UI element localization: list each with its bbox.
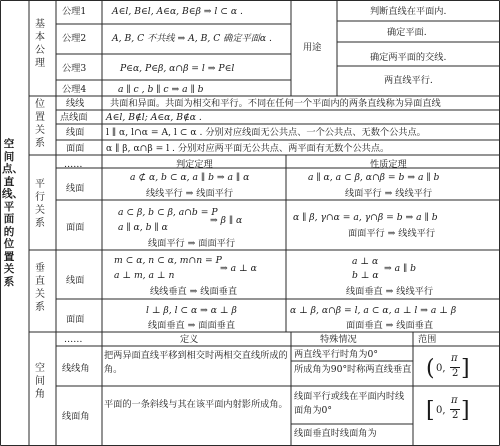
- pos-line-line-content: 共面和异面。共面为相交和平行。不同在任何一个平面内的两条直线称为异面直线: [110, 98, 441, 109]
- property-theorem-header: 性质定理: [370, 159, 407, 170]
- angle-lp-range-lower: 0,: [436, 405, 446, 416]
- axiom-4-content: a ∥ c , b ∥ c ⇒ a ∥ b: [118, 84, 204, 95]
- par-pp-judge-result: ⇒ β ∥ α: [210, 215, 243, 226]
- par-pp-prop-text: 面面平行 ⇒ 线线平行: [348, 228, 436, 239]
- pos-plane-plane-name: 面面: [66, 143, 85, 154]
- angle-lp-range-num: π: [451, 395, 458, 406]
- pos-point-name: 点线面: [60, 112, 88, 123]
- perpendicular-section-label: 垂直关系: [35, 263, 45, 313]
- axioms-section-label: 基本公理: [35, 19, 45, 69]
- theorem-header-dots: ……: [64, 159, 83, 170]
- perp-lp-judge-formula-2: a ⊥ m, a ⊥ n: [114, 270, 175, 281]
- par-pp-judge-formula-2: a ∥ α, b ∥ α: [118, 222, 168, 233]
- angles-header-dots: ……: [64, 334, 83, 345]
- angle-ll-range-den: 2: [452, 368, 459, 379]
- pos-line-plane-name: 线面: [66, 127, 85, 138]
- angles-header-range: 范围: [418, 334, 437, 345]
- par-lp-judge-text: 线线平行 ⇒ 线面平行: [146, 188, 234, 199]
- axiom-2-content: A, B, C 不共线 ⇒ A, B, C 确定平面α .: [112, 33, 272, 44]
- angle-ll-range-num: π: [451, 353, 458, 364]
- angles-header-special: 特殊情况: [320, 334, 357, 345]
- angle-ll-range-close: ]: [461, 356, 470, 381]
- angle-lp-range-close: ]: [461, 398, 470, 423]
- angle-lp-range-den: 2: [452, 410, 459, 421]
- positions-section-label: 位置关系: [35, 99, 45, 149]
- axiom-4-name: 公理4: [62, 84, 87, 95]
- axiom-3-content: P∈α, P∈β, α∩β = l ⇒ P∈l: [120, 63, 235, 74]
- angle-ll-range-open: (: [426, 356, 435, 381]
- perp-lp-judge-result: ⇒ a ⊥ α: [220, 263, 257, 274]
- pos-point-content: A∈l, B∉l; A∈α, B∉α .: [106, 112, 202, 123]
- axiom-3-use: 确定两平面的交线.: [370, 52, 447, 63]
- axiom-2-name: 公理2: [62, 33, 87, 44]
- axiom-2-use: 确定平面.: [387, 27, 427, 38]
- par-pp-prop-formula: α ∥ β, γ∩α = a, γ∩β = b ⇒ a ∥ b: [293, 212, 438, 223]
- chapter-title: 空间点、直线、平面的位置关系: [2, 138, 23, 288]
- perp-pp-judge-formula: l ⊥ β, l ⊂ α ⇒ α ⊥ β: [146, 305, 237, 316]
- parallel-section-label: 平行关系: [35, 179, 45, 229]
- par-plane-plane-name: 面面: [66, 222, 85, 233]
- angle-ll-special-1: 两直线平行时角为0°: [294, 349, 378, 360]
- purpose-label: 用途: [303, 42, 322, 53]
- angle-lp-definition: 平面的一条斜线与其在该平面内射影所成角。: [104, 399, 288, 410]
- axiom-3-name: 公理3: [62, 63, 87, 74]
- par-pp-judge-text: 线面平行 ⇒ 面面平行: [148, 238, 236, 249]
- perp-pp-prop-formula: α ⊥ β, α∩β = l, a ⊂ α, a ⊥ l ⇒ a ⊥ β: [290, 305, 457, 316]
- pos-plane-plane-content: α ∥ β, α∩β = l . 分别对应两平面无公共点、两平面有无数个公共点。: [106, 143, 390, 154]
- angle-ll-definition: 把两异面直线平移到相交时两相交直线所成的角。: [104, 350, 288, 375]
- perp-plane-plane-name: 面面: [66, 314, 85, 325]
- angle-line-line-name: 线线角: [62, 363, 90, 374]
- perp-lp-prop-formula-2: b ⊥ α: [352, 270, 379, 281]
- angle-line-plane-name: 线面角: [62, 411, 90, 422]
- perp-lp-prop-text: 线面垂直 ⇒ 线线平行: [346, 286, 434, 297]
- angle-lp-range-open: [: [426, 398, 435, 423]
- par-lp-prop-formula: a ∥ α, a ⊂ β, α∩β = b ⇒ a ∥ b: [308, 172, 440, 183]
- par-pp-judge-formula-1: a ⊂ β, b ⊂ β, a∩b = P: [118, 207, 218, 218]
- perp-lp-prop-formula-1: a ⊥ α: [352, 256, 379, 267]
- perp-line-plane-name: 线面: [66, 275, 85, 286]
- angle-ll-special-2: 所成角为90°时称两直线垂直: [294, 364, 412, 375]
- par-line-plane-name: 线面: [66, 183, 85, 194]
- angles-header-definition: 定义: [180, 334, 199, 345]
- angle-lp-special-1: 线面平行或线在平面内时线面角为0°: [294, 391, 405, 416]
- angles-section-label: 空间角: [35, 363, 45, 400]
- angle-ll-range-lower: 0,: [436, 363, 446, 374]
- axiom-1-name: 公理1: [62, 6, 87, 17]
- pos-line-plane-content: l ∥ α, l∩α = A, l ⊂ α . 分别对应线面无公共点、一个公共点、无数个公共点。: [106, 127, 426, 138]
- perp-lp-prop-result: ⇒ a ∥ b: [384, 263, 417, 274]
- axiom-1-content: A∈l, B∈l, A∈α, B∈β ⇒ l ⊂ α .: [112, 6, 243, 17]
- judge-theorem-header: 判定定理: [176, 159, 213, 170]
- axiom-1-use: 判断直线在平面内.: [370, 6, 447, 17]
- par-lp-judge-formula: a ⊄ α, b ⊂ α, a ∥ b ⇒ a ∥ α: [130, 172, 250, 183]
- pos-line-line-name: 线线: [66, 98, 85, 109]
- perp-lp-judge-formula-1: m ⊂ α, n ⊂ α, m∩n = P: [114, 255, 222, 266]
- angle-lp-special-2: 线面垂直时线面角为: [294, 428, 377, 439]
- perp-pp-prop-text: 面面垂直 ⇒ 线面垂直: [346, 320, 434, 331]
- perp-lp-judge-text: 线线垂直 ⇒ 线面垂直: [150, 286, 238, 297]
- axiom-4-use: 两直线平行.: [384, 75, 433, 86]
- perp-pp-judge-text: 线面垂直 ⇒ 面面垂直: [148, 320, 236, 331]
- par-lp-prop-text: 线面平行 ⇒ 线线平行: [345, 188, 433, 199]
